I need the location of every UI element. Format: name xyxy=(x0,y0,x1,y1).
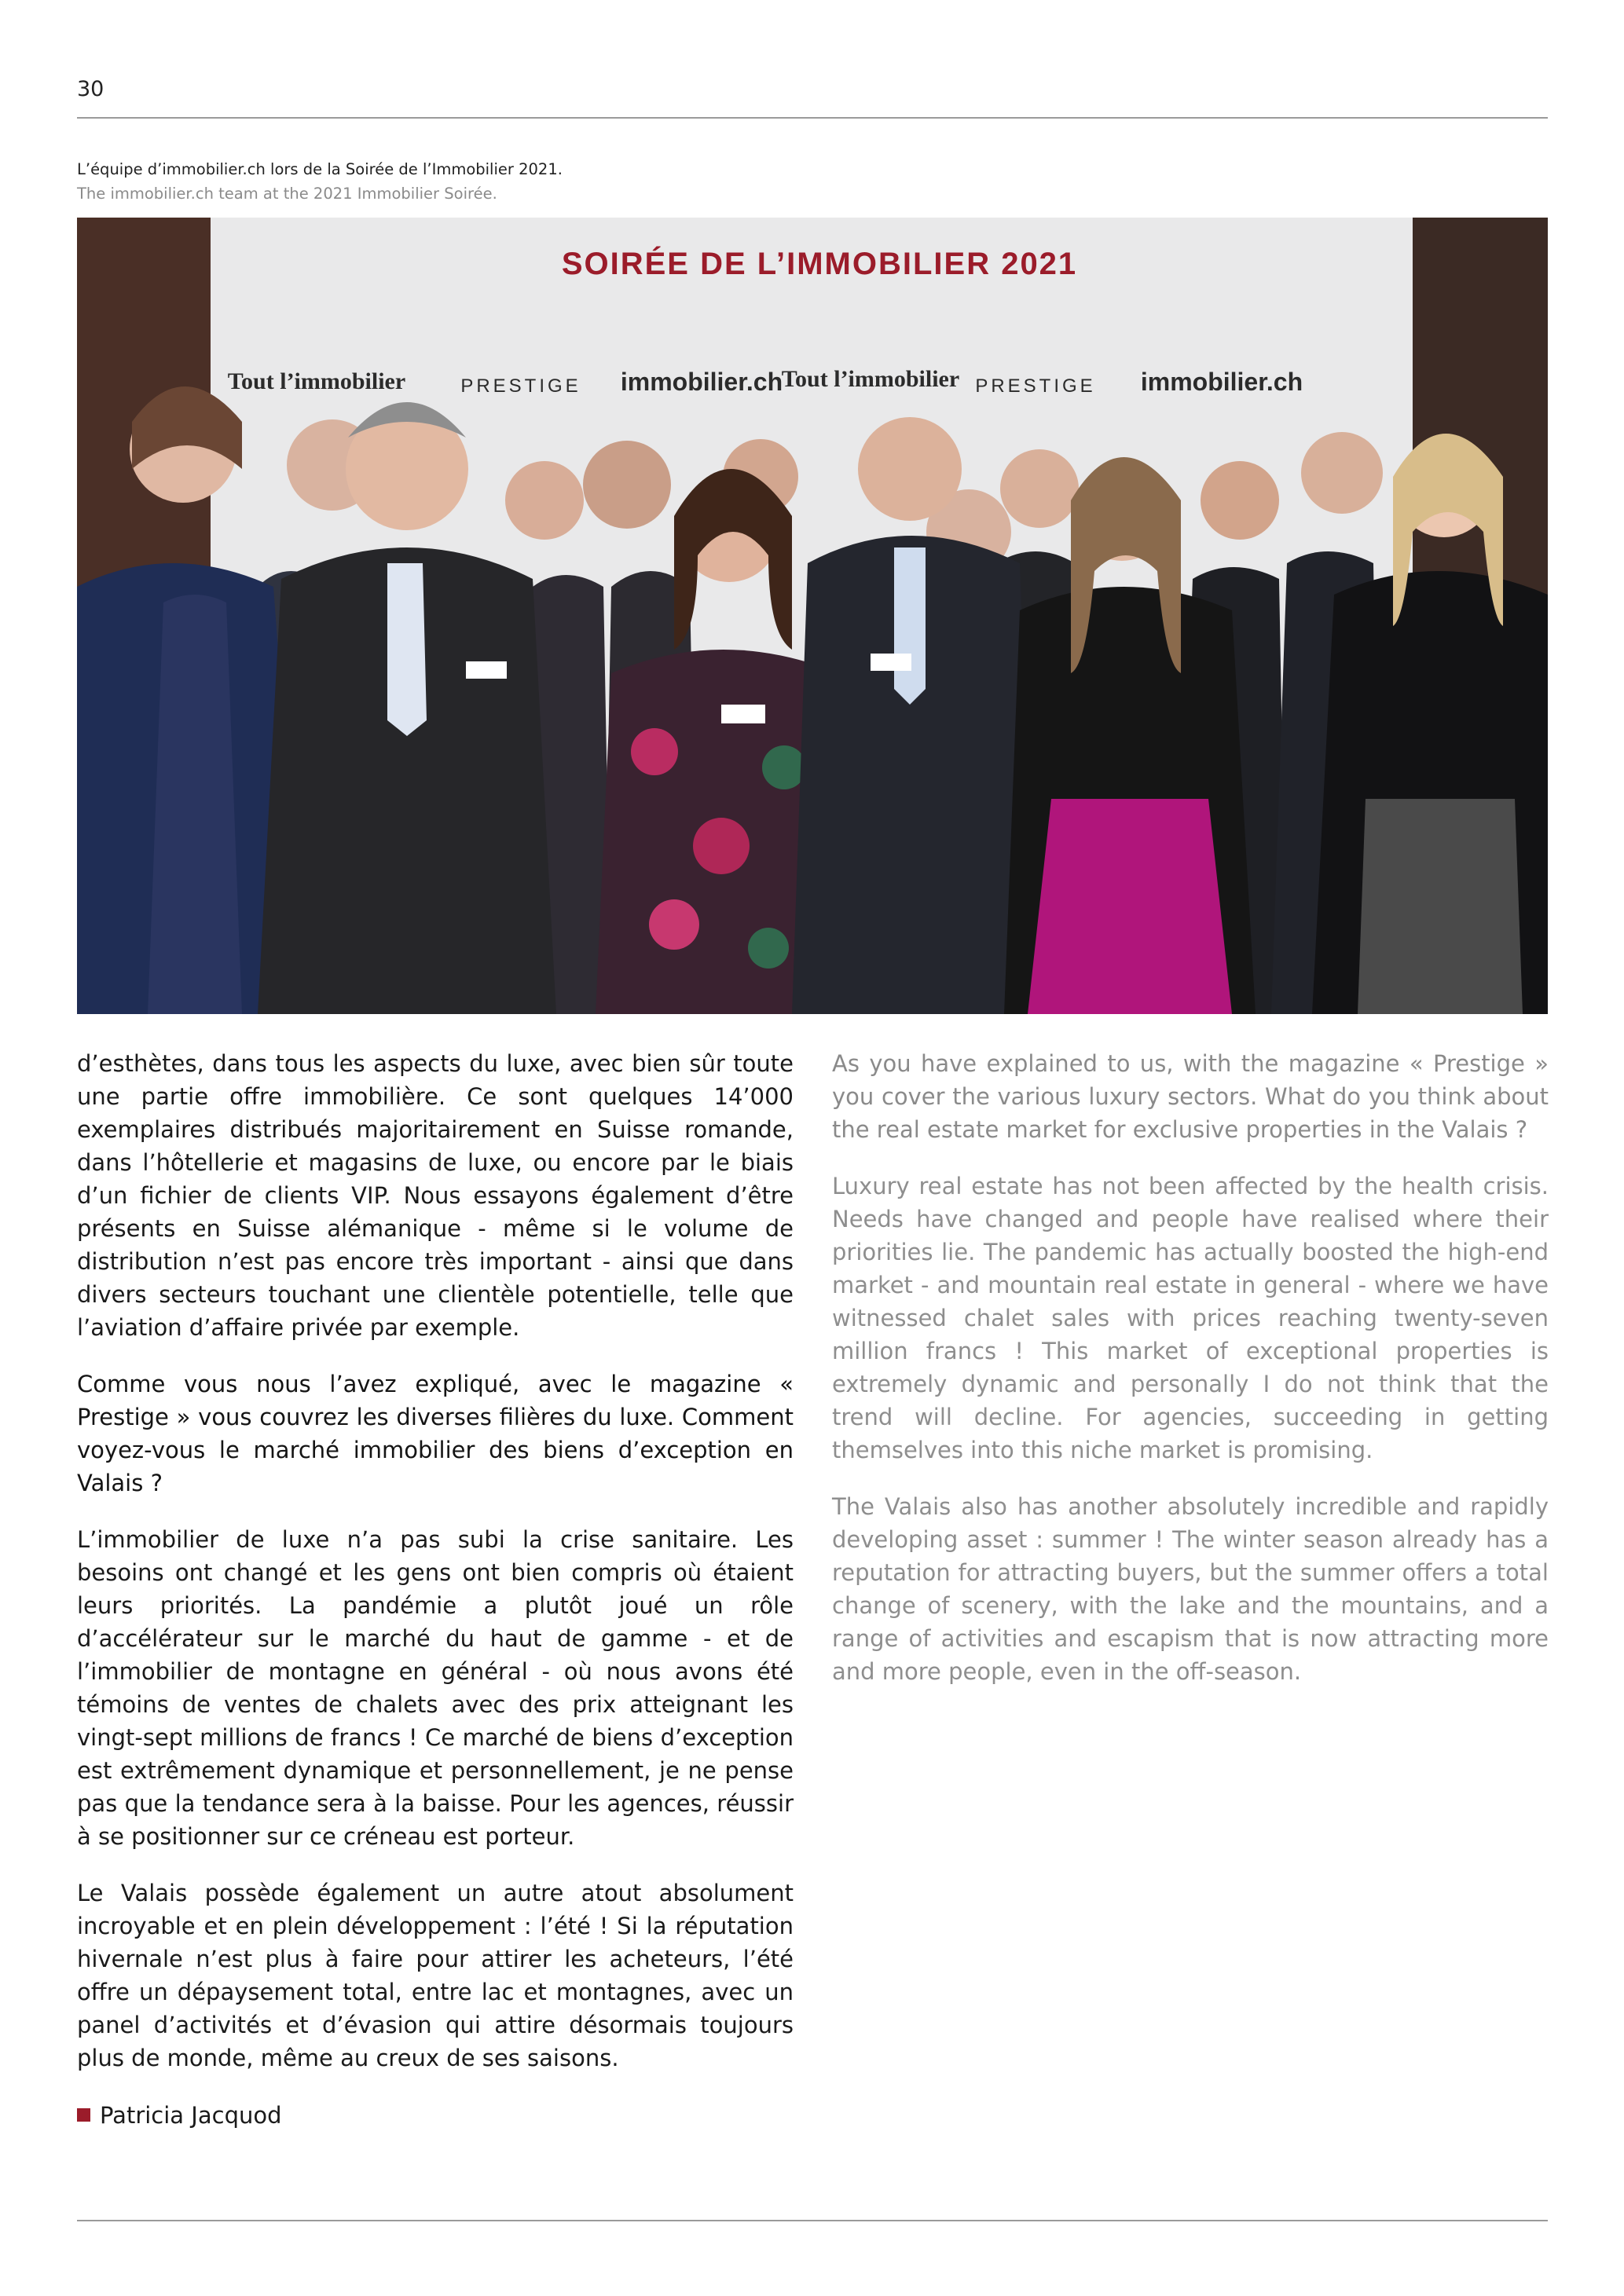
team-photo-illustration xyxy=(77,218,1548,1014)
backdrop-logo-prestige: PRESTIGE xyxy=(975,375,1096,397)
top-divider xyxy=(77,117,1548,119)
paragraph: d’esthètes, dans tous les aspects du luxe, avec bien sûr toute une partie offre immobilière. Ce sont quelques 14’000 exemplaires distribués majoritairement en Suisse romande, dans l’hôtellerie et magasins de luxe, ou encore par le biais d’un fichier de clients VIP. Nous essayons également d’être présents en Suisse alémanique - même si le volume de distribution n’est pas encore très important - ainsi que dans divers secteurs touchant une clientèle potentielle, telle que l’aviation d’affaire privée par exemple. xyxy=(77,1050,794,1341)
interview-question: Comme vous nous l’avez expliqué, avec le magazine « Prestige » vous couvrez les diverses filières du luxe. Comment voyez-vous le marché immobilier des biens d’exception en Valais ? xyxy=(77,1371,794,1496)
backdrop-title: SOIRÉE DE L’IMMOBILIER 2021 xyxy=(561,247,1078,281)
backdrop-logo-immobilier-ch: immobilier.ch xyxy=(1140,368,1303,396)
paragraph: Le Valais possède également un autre atout absolument incroyable et en plein développement : l’été ! Si la réputation hivernale n’est plus à faire pour attirer les acheteurs, l’été offre un dépaysement total, entre lac et montagnes, avec un panel d’activités et d’évasion qui attire désormais toujours plus de monde, même au creux de ses saisons. xyxy=(77,1880,794,2071)
byline-marker-icon xyxy=(77,2108,90,2122)
paragraph: L’immobilier de luxe n’a pas subi la crise sanitaire. Les besoins ont changé et les gens ont bien compris où étaient leurs priorités. La pandémie a plutôt joué un rôle d’accélérateur sur le marché du haut de gamme - et de l’immobilier de montagne en général - où nous avons été témoins de ventes de chalets avec des prix atteignant les vingt-sept millions de francs ! Ce marché de biens d’exception est extrêmement dynamique et personnellement, je ne pense pas que la tendance sera à la baisse. Pour les agences, réussir à se positionner sur ce créneau est porteur. xyxy=(77,1526,794,1850)
interview-question: As you have explained to us, with the magazine « Prestige » you cover the various luxury sectors. What do you think about the real estate market for exclusive properties in the Valais ? xyxy=(832,1050,1549,1143)
page-number: 30 xyxy=(77,77,104,101)
caption-english: The immobilier.ch team at the 2021 Immobilier Soirée. xyxy=(77,185,497,203)
backdrop-logo-tout-limmobilier: Tout l’immobilier xyxy=(781,366,960,392)
article-column-english xyxy=(832,1047,1549,1712)
backdrop-logo-immobilier-ch: immobilier.ch xyxy=(620,368,783,396)
team-photo xyxy=(77,218,1548,1014)
author-byline xyxy=(77,2099,282,2132)
photo-caption xyxy=(77,157,563,206)
article-column-french xyxy=(77,1047,794,2098)
backdrop-logo-tout-limmobilier: Tout l’immobilier xyxy=(227,368,406,394)
paragraph: The Valais also has another absolutely incredible and rapidly developing asset : summer ! The winter season already has a reputation for attracting buyers, but the summer offers a total change of scenery, with the lake and the mountains, and a range of activities and escapism that is now attracting more and more people, even in the off-season. xyxy=(832,1493,1549,1685)
bottom-divider xyxy=(77,2220,1548,2221)
author-name: Patricia Jacquod xyxy=(100,2102,282,2129)
paragraph: Luxury real estate has not been affected by the health crisis. Needs have changed and people have realised where their priorities lie. The pandemic has actually boosted the high-end market - and mountain real estate in general - where we have witnessed chalet sales with prices reaching twenty-seven million francs ! This market of exceptional properties is extremely dynamic and personally I do not think that the trend will decline. For agencies, succeeding in getting themselves into this niche market is promising. xyxy=(832,1173,1549,1463)
caption-french: L’équipe d’immobilier.ch lors de la Soirée de l’Immobilier 2021. xyxy=(77,160,563,178)
backdrop-logo-prestige: PRESTIGE xyxy=(460,375,581,397)
